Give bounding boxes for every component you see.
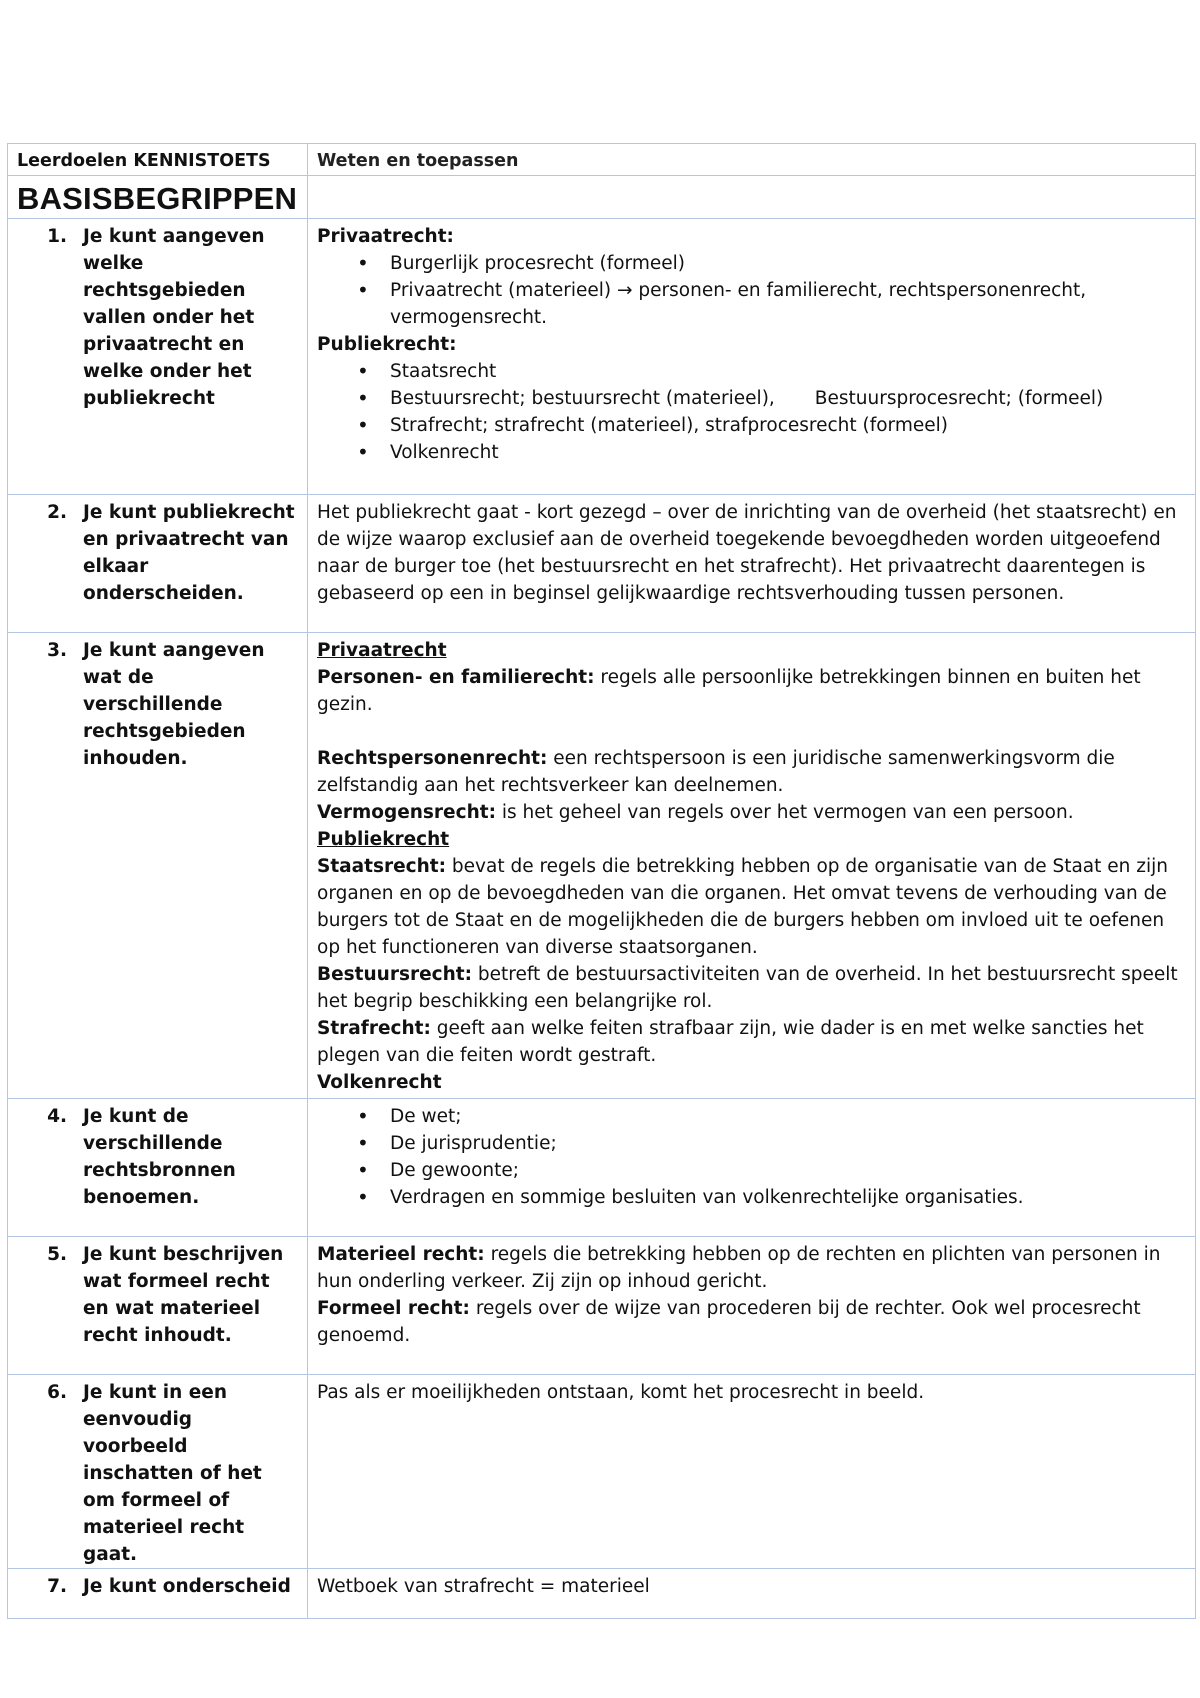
definition <box>317 1015 1186 1069</box>
list-item-part: Bestuursprocesrecht; (formeel) <box>814 388 1104 409</box>
definition-label: Vermogensrecht: <box>317 802 496 823</box>
table-row <box>8 1569 1196 1619</box>
definition-label: Rechtspersonenrecht: <box>317 748 548 769</box>
definition-label: Volkenrecht <box>317 1072 442 1093</box>
list-item: • De wet; <box>357 1103 1186 1130</box>
definition-label: Staatsrecht: <box>317 856 447 877</box>
list-item-part: Bestuursrecht; bestuursrecht (materieel), <box>390 388 775 409</box>
definition-label: Bestuursrecht: <box>317 964 473 985</box>
definition-text: regels alle persoonlijke betrekkingen binnen en buiten het gezin. <box>317 667 1141 715</box>
list-item: • Privaatrecht (materieel) → personen- en familierecht, rechtspersonenrecht, vermogensrecht. <box>357 277 1186 331</box>
list-item: • Verdragen en sommige besluiten van volkenrechtelijke organisaties. <box>357 1184 1186 1211</box>
objective-number: 7. <box>47 1576 67 1597</box>
table-row <box>8 219 1196 495</box>
privaat-heading: Privaatrecht <box>317 640 447 661</box>
objective <box>17 1103 298 1211</box>
answer-text: Het publiekrecht gaat - kort gezegd – over de inrichting van de overheid (het staatsrecht) en de wijze waarop exclusief aan de overheid toegekende bevoegdheden worden uitgeoefend naar de burger toe (het bestuursrecht en het strafrecht). Het privaatrecht daarentegen is gebaseerd op een in beginsel gelijkwaardige rechtsverhouding tussen personen. <box>308 495 1196 633</box>
rechtsbronnen-list <box>317 1103 1186 1211</box>
privaat-heading: Privaatrecht: <box>317 226 454 247</box>
learning-goals-table <box>7 143 1196 1619</box>
objective-text: Je kunt onderscheid <box>83 1576 291 1597</box>
privaat-list <box>317 250 1186 331</box>
table-row <box>8 1099 1196 1237</box>
header-col1: Leerdoelen KENNISTOETS <box>8 144 308 176</box>
definition <box>317 853 1186 961</box>
objective <box>17 223 298 412</box>
objective <box>17 1379 298 1568</box>
objective-text: Je kunt aangeven wat de verschillende rechtsgebieden inhouden. <box>83 640 265 769</box>
objective <box>17 1241 298 1349</box>
list-item: • Strafrecht; strafrecht (materieel), strafprocesrecht (formeel) <box>357 412 1186 439</box>
list-item: • Burgerlijk procesrecht (formeel) <box>357 250 1186 277</box>
definition <box>317 745 1186 799</box>
table-row <box>8 1375 1196 1569</box>
table-row <box>8 633 1196 1099</box>
publiek-heading: Publiekrecht: <box>317 334 457 355</box>
table-header-row <box>8 144 1196 176</box>
objective-text: Je kunt beschrijven wat formeel recht en wat materieel recht inhoudt. <box>83 1244 284 1346</box>
definition <box>317 799 1186 826</box>
objective <box>17 637 298 772</box>
definition <box>317 664 1186 718</box>
definition-label: Personen- en familierecht: <box>317 667 595 688</box>
list-item <box>357 385 1186 412</box>
table-row <box>8 495 1196 633</box>
list-item: • De gewoonte; <box>357 1157 1186 1184</box>
definition-label: Strafrecht: <box>317 1018 431 1039</box>
objective-text: Je kunt publiekrecht en privaatrecht van elkaar onderscheiden. <box>83 502 295 604</box>
list-item: • Volkenrecht <box>357 439 1186 466</box>
definition <box>317 1295 1186 1349</box>
definition <box>317 961 1186 1015</box>
definition-text: betreft de bestuursactiviteiten van de overheid. In het bestuursrecht speelt het begrip beschikking een belangrijke rol. <box>317 964 1178 1012</box>
definition-text: is het geheel van regels over het vermogen van een persoon. <box>495 802 1074 823</box>
objective-number: 4. <box>47 1106 67 1127</box>
definition-text: regels die betrekking hebben op de rechten en plichten van personen in hun onderling verkeer. Zij zijn op inhoud gericht. <box>317 1244 1161 1292</box>
header-col2: Weten en toepassen <box>308 144 1196 176</box>
objective-text: Je kunt aangeven welke rechtsgebieden vallen onder het privaatrecht en welke onder het publiekrecht <box>83 226 265 409</box>
publiek-heading: Publiekrecht <box>317 829 450 850</box>
answer-text: Pas als er moeilijkheden ontstaan, komt het procesrecht in beeld. <box>308 1375 1196 1569</box>
objective-number: 3. <box>47 640 67 661</box>
definition <box>317 1241 1186 1295</box>
definition-label: Formeel recht: <box>317 1298 470 1319</box>
objective-number: 5. <box>47 1244 67 1265</box>
definition-text: regels over de wijze van procederen bij de rechter. Ook wel procesrecht genoemd. <box>317 1298 1141 1346</box>
list-item: • De jurisprudentie; <box>357 1130 1186 1157</box>
objective-number: 1. <box>47 226 67 247</box>
list-item: • Staatsrecht <box>357 358 1186 385</box>
publiek-list <box>317 358 1186 466</box>
definition-label: Materieel recht: <box>317 1244 485 1265</box>
objective-text: Je kunt de verschillende rechtsbronnen benoemen. <box>83 1106 236 1208</box>
objective-text: Je kunt in een eenvoudig voorbeeld inschatten of het om formeel of materieel recht gaat. <box>83 1382 262 1565</box>
answer-text: Wetboek van strafrecht = materieel <box>308 1569 1196 1619</box>
objective <box>17 499 298 607</box>
objective <box>17 1573 298 1600</box>
table-row <box>8 1237 1196 1375</box>
section-title: BASISBEGRIPPEN <box>17 181 298 216</box>
objective-number: 6. <box>47 1382 67 1403</box>
definition-text: een rechtspersoon is een juridische samenwerkingsvorm die zelfstandig aan het rechtsverkeer kan deelnemen. <box>317 748 1115 796</box>
definition-text: geeft aan welke feiten strafbaar zijn, wie dader is en met welke sancties het plegen van die feiten wordt gestraft. <box>317 1018 1144 1066</box>
objective-number: 2. <box>47 502 67 523</box>
section-row <box>8 176 1196 219</box>
definition-text: bevat de regels die betrekking hebben op de organisatie van de Staat en zijn organen en op de bevoegdheden van die organen. Het omvat tevens de verhouding van de burgers tot de Staat en de mogelijkheden die de burgers hebben om invloed uit te oefenen op het functioneren van diverse staatsorganen. <box>317 856 1168 958</box>
